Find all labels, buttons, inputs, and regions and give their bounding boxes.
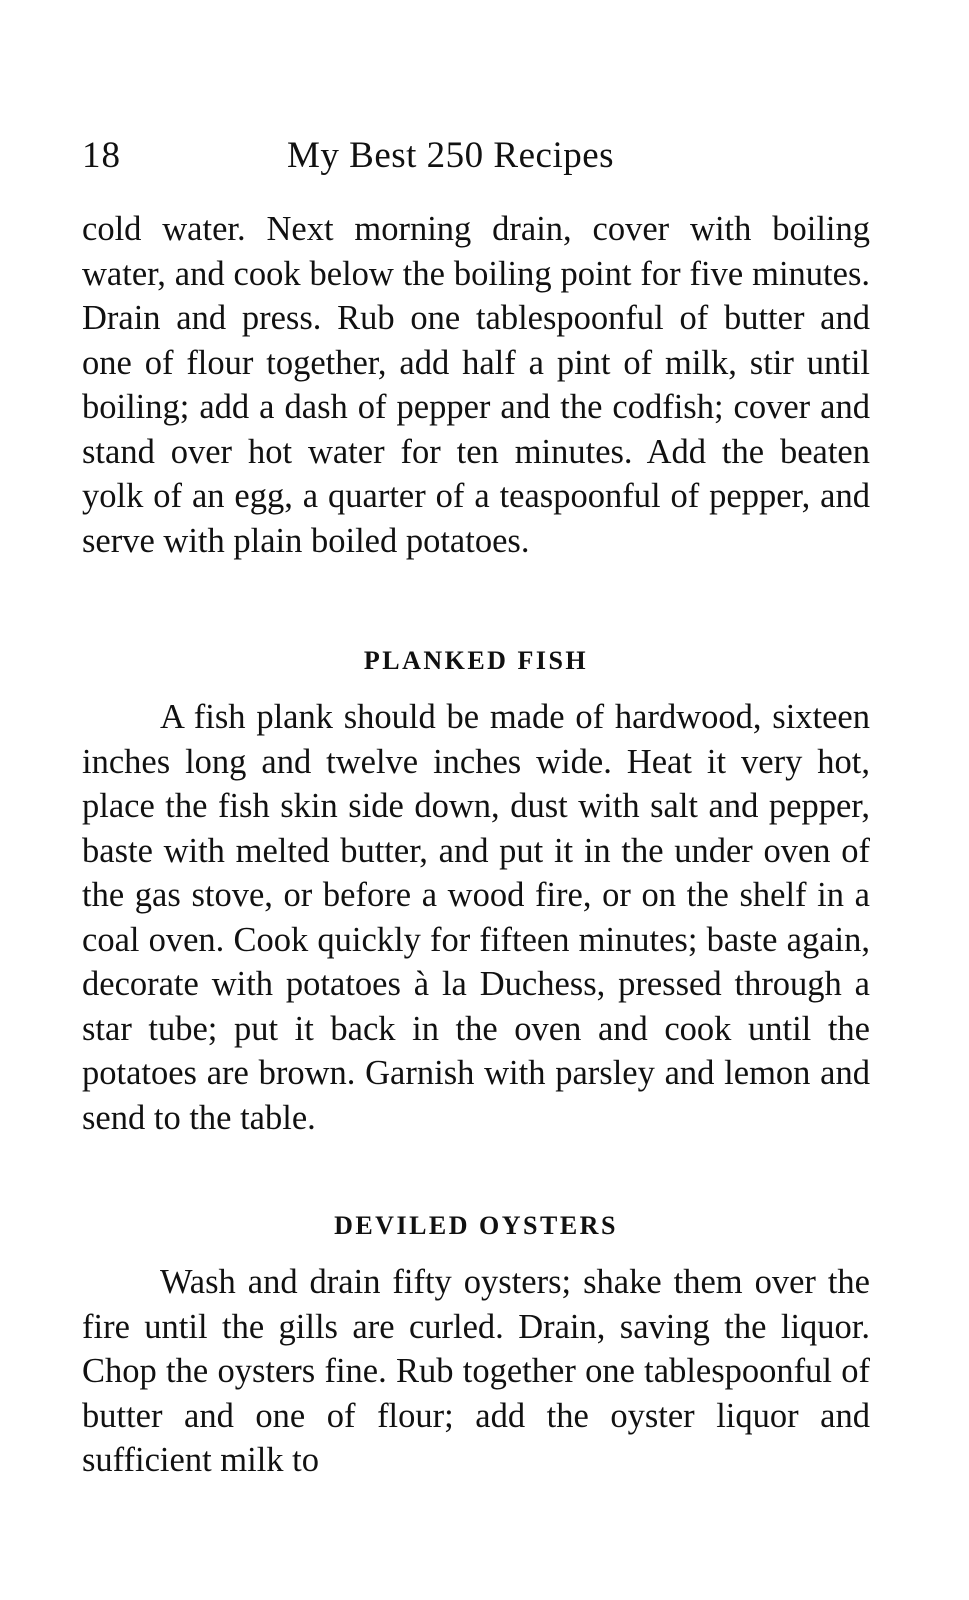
recipe-heading-planked-fish: PLANKED FISH bbox=[363, 646, 589, 675]
continuation-paragraph: cold water. Next morning drain, cover with boiling water, and cook below the boiling point for five minutes. Drain and press. Rub one tablespoonful of butter and one of flour together, add half a pint of milk, stir until boiling; add a dash of pepper and the codfish; cover and stand over hot water for ten minutes. Add the beaten yolk of an egg, a quarter of a teaspoonful of pepper, and serve with plain boiled potatoes. bbox=[82, 210, 870, 560]
recipe-body-deviled-oysters: Wash and drain fifty oysters; shake them over the fire until the gills are curled. Drain, saving the liquor. Chop the oysters fine. Rub together one tablespoonful of butter and one of flour; add the oyster liquor and sufficient milk to bbox=[82, 1263, 870, 1479]
book-title: My Best 250 Recipes bbox=[287, 135, 615, 176]
recipe-body-planked-fish: A fish plank should be made of hardwood, sixteen inches long and twelve inches wide. Heat it very hot, place the fish skin side down, dust with salt and pepper, baste with melted butter, and put it in the under oven of the gas stove, or before a wood fire, or on the shelf in a coal oven. Cook quickly for fifteen minutes; baste again, decorate with potatoes à la Duchess, pressed through a star tube; put it back in the oven and cook until the potatoes are brown. Garnish with parsley and lemon and send to the table. bbox=[82, 698, 870, 1137]
page-number: 18 bbox=[82, 135, 121, 176]
recipe-heading-deviled-oysters: DEVILED OYSTERS bbox=[334, 1211, 618, 1240]
running-head bbox=[80, 128, 872, 184]
